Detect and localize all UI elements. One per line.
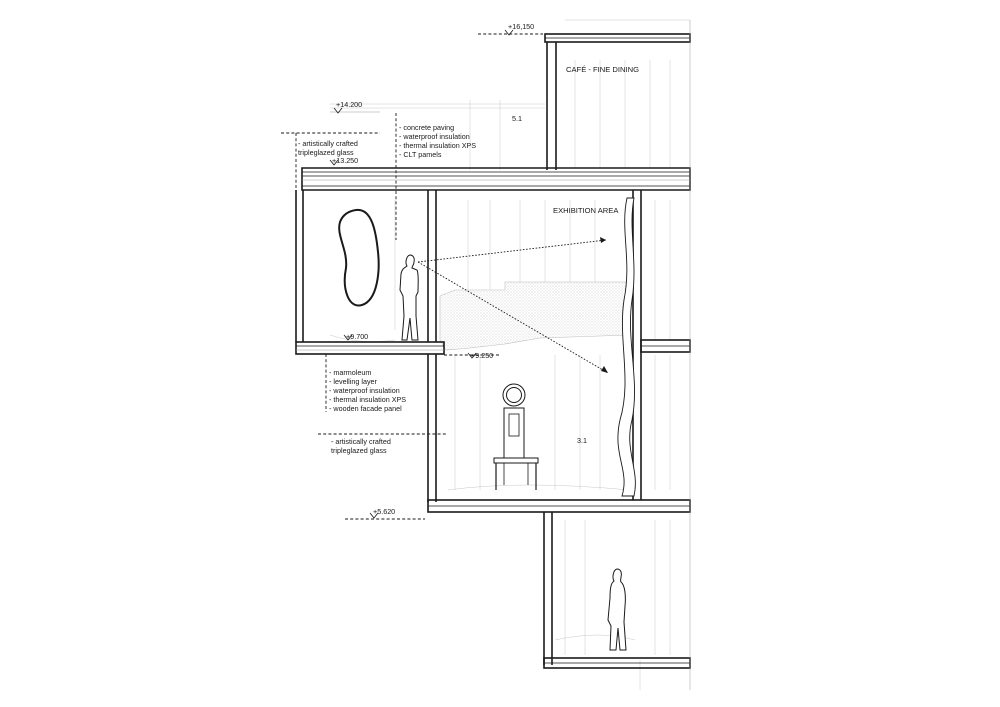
cafe-volume bbox=[545, 34, 690, 170]
roof-layer-2: - waterproof insulation bbox=[399, 132, 470, 141]
roof-layer-4: - CLT pamels bbox=[399, 150, 442, 159]
level-label-13250: +13.250 bbox=[332, 156, 359, 165]
chair-sculpture bbox=[494, 384, 538, 490]
person-figure-upper bbox=[400, 255, 418, 340]
upper-glass-line-1: - artistically crafted bbox=[298, 139, 358, 148]
level-marker-5620 bbox=[345, 507, 425, 519]
floor-layer-1: - marmoleum bbox=[329, 368, 372, 377]
blob-sculpture bbox=[339, 210, 378, 306]
person-figure-lower bbox=[608, 569, 626, 650]
roof-slab bbox=[302, 168, 690, 190]
upper-glass-line-2: tripleglazed glass bbox=[298, 148, 354, 157]
lower-glass-line-1: - artistically crafted bbox=[331, 437, 391, 446]
floor-layer-3: - waterproof insulation bbox=[329, 386, 400, 395]
level-label-14200: +14.200 bbox=[336, 100, 363, 109]
floor-layer-4: - thermal insulation XPS bbox=[329, 395, 407, 404]
room-label-cafe: CAFÉ - FINE DINING bbox=[566, 65, 639, 74]
cantilever-slab bbox=[296, 342, 444, 354]
level-label-9250: +9.250 bbox=[471, 351, 494, 360]
floor-layer-5: - wooden facade panel bbox=[329, 404, 402, 413]
stair-volume bbox=[440, 282, 630, 350]
floor-layers-callout bbox=[326, 354, 406, 413]
level-marker-14200 bbox=[330, 100, 380, 113]
room-number-3-1: 3.1 bbox=[577, 436, 587, 445]
upper-glass-callout bbox=[281, 133, 380, 190]
level-label-5620: +5.620 bbox=[373, 507, 396, 516]
level-marker-13250 bbox=[330, 156, 380, 168]
lower-exhibition-walls bbox=[428, 354, 690, 668]
level-marker-9250 bbox=[444, 351, 500, 360]
background-context-lines bbox=[330, 20, 690, 690]
roof-layer-1: - concrete paving bbox=[399, 123, 455, 132]
room-label-exhibition: EXHIBITION AREA bbox=[553, 206, 619, 215]
roof-layer-3: - thermal insulation XPS bbox=[399, 141, 477, 150]
level-label-9700: +9.700 bbox=[346, 332, 369, 341]
floor-layer-2: - levelling layer bbox=[329, 377, 377, 386]
level-label-16150: +16,150 bbox=[508, 22, 535, 31]
room-number-5-1: 5.1 bbox=[512, 114, 522, 123]
level-marker-9700 bbox=[330, 332, 390, 342]
level-marker-16150 bbox=[478, 22, 543, 35]
lower-glass-line-2: tripleglazed glass bbox=[331, 446, 387, 455]
